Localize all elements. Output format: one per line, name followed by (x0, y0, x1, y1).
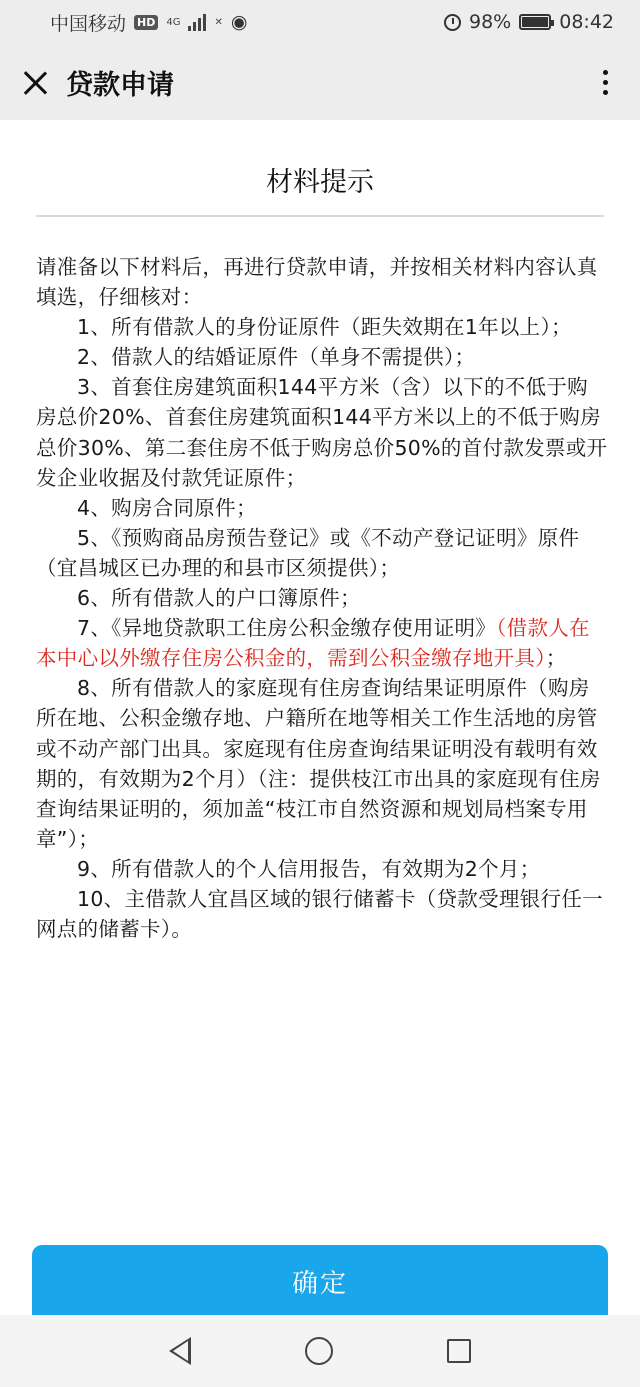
carrier-name: 中国移动 (50, 12, 127, 35)
page-title: 材料提示 (266, 167, 374, 198)
system-navigation-bar (0, 1315, 640, 1387)
intro-text: 请准备以下材料后，再进行贷款申请，并按相关材料内容认真填选，仔细核对： (36, 255, 598, 310)
list-item: 1、所有借款人的身份证原件（距失效期在1年以上）； (77, 315, 572, 340)
hd-icon: HD (134, 15, 158, 30)
back-icon[interactable] (169, 1337, 191, 1365)
more-icon[interactable] (591, 64, 620, 101)
list-item: 3、首套住房建筑面积144平方米（含）以下的不低于购房总价20%、首套住房建筑面积144平方米以上的不低于购房总价30%、第二套住房不低于购房总价50%的首付款发票或开发企业收据及付款凭证原件； (36, 375, 608, 490)
app-notification-icon: ◉ (230, 11, 248, 33)
nav-bar (0, 44, 640, 120)
list-item-text: ； (545, 646, 567, 671)
alarm-icon (444, 14, 461, 31)
list-item-text: 7、《异地贷款职工住房公积金缴存使用证明》 (77, 616, 497, 641)
network-type: 4G (166, 16, 181, 28)
warning-note: （借款人在本中心以外缴存住房公积金的，需到公积金缴存地开具） (36, 616, 590, 671)
divider (36, 215, 604, 217)
status-bar (0, 0, 640, 44)
list-item: 5、《预购商品房预告登记》或《不动产登记证明》原件（宜昌城区已办理的和县市区须提供）； (36, 525, 580, 580)
battery-icon (519, 14, 551, 30)
status-left (50, 9, 247, 36)
page-header-title: 贷款申请 (66, 69, 174, 101)
main-content (0, 120, 640, 1315)
home-icon[interactable] (305, 1337, 333, 1365)
status-right (444, 11, 614, 33)
battery-percent: 98% (469, 11, 512, 33)
clock: 08:42 (559, 11, 614, 33)
data-saver-icon: ✕ (214, 16, 223, 28)
list-item: 6、所有借款人的户口簿原件； (77, 586, 361, 611)
confirm-button[interactable]: 确定 (32, 1245, 608, 1325)
list-item (36, 613, 608, 673)
list-item: 2、借款人的结婚证原件（单身不需提供）； (77, 345, 476, 370)
list-item: 10、主借款人宜昌区域的银行储蓄卡（贷款受理银行任一网点的储蓄卡）。 (36, 886, 603, 942)
list-item: 8、所有借款人的家庭现有住房查询结果证明原件（购房所在地、公积金缴存地、户籍所在地等相关工作生活地的房管或不动产部门出具。家庭现有住房查询结果证明没有载明有效期的，有效期为2个月）（注：提供枝江市出具的家庭现有住房查询结果证明的，须加盖“枝江市自然资源和规划局档案专用章”）； (36, 676, 601, 851)
materials-notice (36, 252, 608, 944)
list-item: 4、购房合同原件； (77, 495, 257, 520)
signal-icon (188, 13, 206, 31)
list-item: 9、所有借款人的个人信用报告，有效期为2个月； (77, 856, 541, 881)
recent-apps-icon[interactable] (447, 1339, 471, 1363)
close-icon[interactable] (20, 67, 50, 97)
